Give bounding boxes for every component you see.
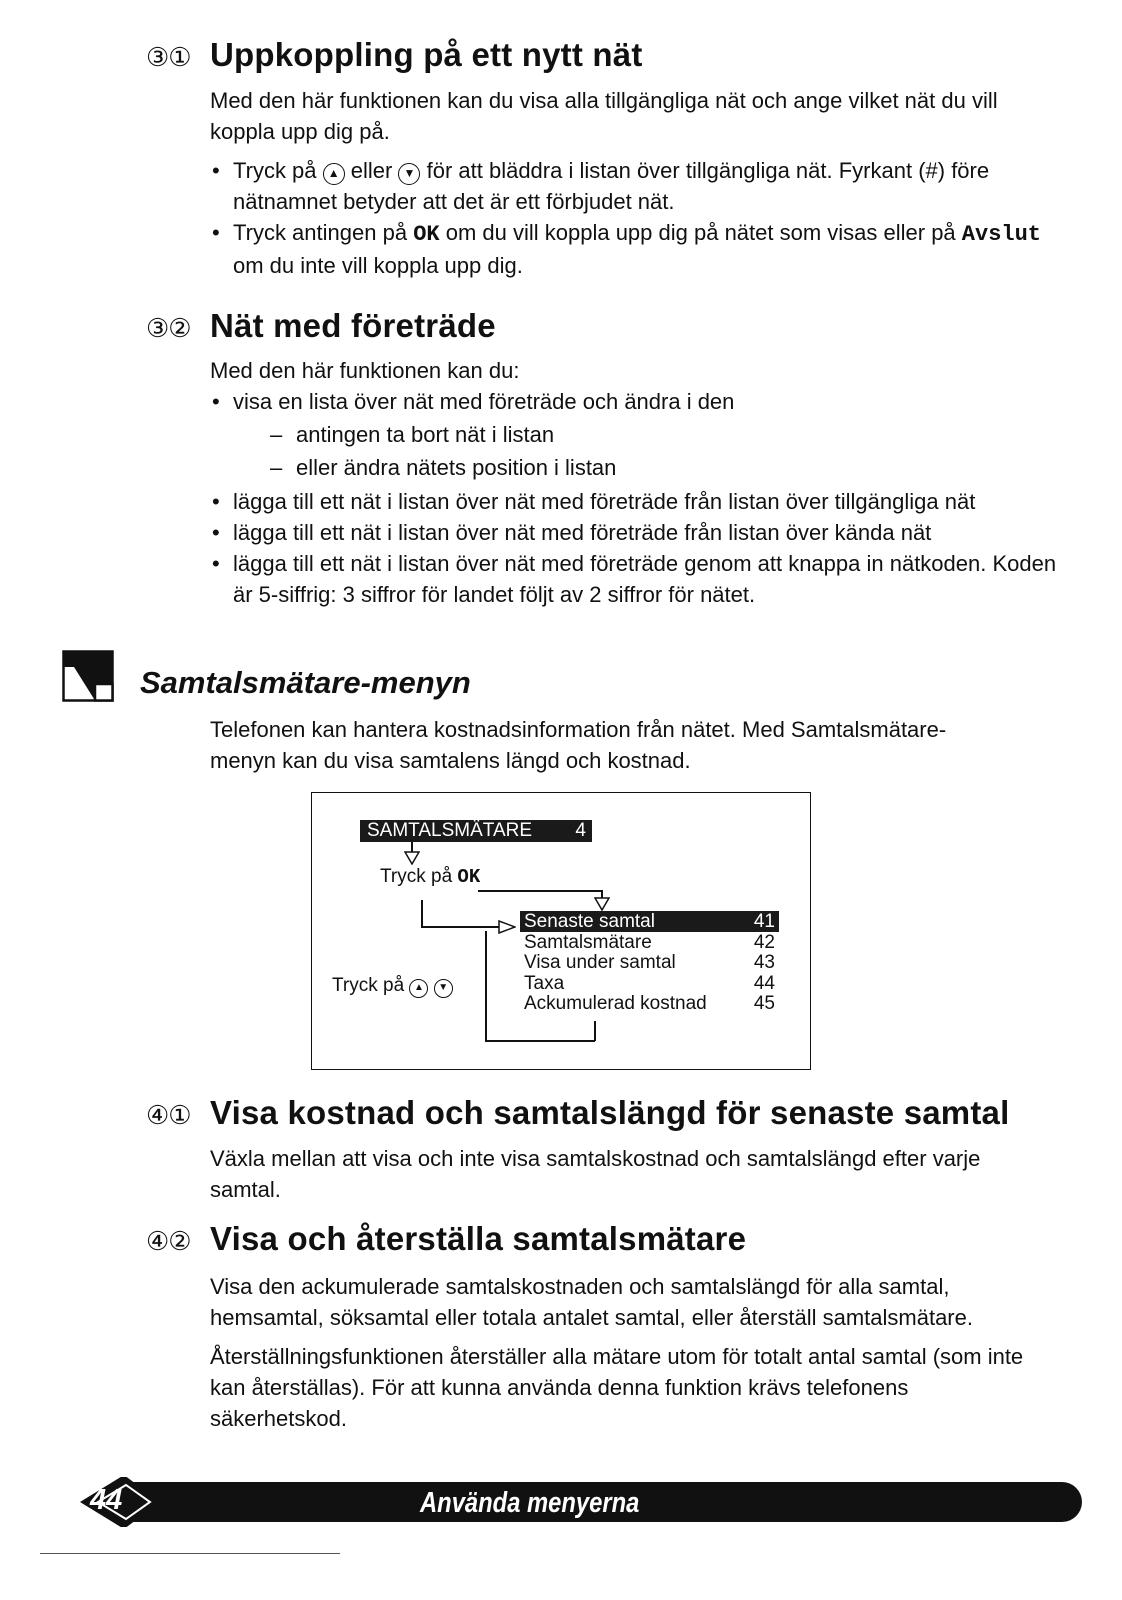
diagram-item-visa-under-samtal: Visa under samtal 43 (524, 952, 775, 973)
menu-heading: Samtalsmätare-menyn (140, 665, 471, 700)
diagram-menu-title: SAMTALSMÄTARE 4 (360, 820, 592, 842)
section-number-badge: ③② (146, 313, 191, 343)
menu-diagram (311, 792, 811, 1070)
section-body: Återställningsfunktionen återställer alla mätare utom för totalt antal samtal (som inte kan återställas). För att kunna använda denna funktion krävs telefonens säkerhetskod. (210, 1344, 1024, 1431)
list-item: • lägga till ett nät i listan över nät med företräde genom att knappa in nätkoden. Koden är 5-siffrig: 3 siffror för landet följt av 2 siffror för nätet. (212, 551, 1057, 607)
list-item: • lägga till ett nät i listan över nät med företräde från listan över tillgängliga nät (212, 489, 976, 514)
up-arrow-circle-icon: ▲ (409, 979, 428, 998)
section-body: Växla mellan att visa och inte visa samtalskostnad och samtalslängd efter varje samtal. (210, 1146, 981, 1202)
list-item: • visa en lista över nät med företräde och ändra i den (212, 389, 735, 414)
section-number-badge: ④② (146, 1226, 191, 1256)
list-item: • lägga till ett nät i listan över nät med företräde från listan över kända nät (212, 520, 932, 545)
ok-key-label: OK (413, 222, 440, 247)
divider (40, 1553, 340, 1554)
avslut-key-label: Avslut (961, 222, 1042, 247)
section-heading-uppkoppling: Uppkoppling på ett nytt nät (210, 36, 643, 73)
sub-list-item: – antingen ta bort nät i listan (270, 422, 555, 447)
section-number-badge: ④① (146, 1100, 191, 1130)
right-arrow-icon (498, 920, 516, 934)
press-arrows-instruction: Tryck på ▲ ▼ (332, 975, 453, 998)
up-arrow-circle-icon: ▲ (323, 163, 345, 185)
list-item: • Tryck antingen på OK om du vill koppla upp dig på nätet som visas eller på Avslut om du inte vill koppla upp dig. (212, 220, 1042, 278)
menu-intro: Telefonen kan hantera kostnadsinformation från nätet. Med Samtalsmätare-menyn kan du visa samtalens längd och kostnad. (210, 717, 947, 773)
section-heading-foretrade: Nät med företräde (210, 307, 496, 344)
down-arrow-circle-icon: ▼ (398, 163, 420, 185)
down-arrow-icon (594, 897, 610, 911)
list-item: • Tryck på ▲ eller ▼ för att bläddra i listan över tillgängliga nät. Fyrkant (#) före nätnamnet betyder att det är ett förbjudet nät. (212, 158, 990, 214)
down-arrow-icon (404, 851, 420, 865)
sub-list-item: – eller ändra nätets position i listan (270, 455, 617, 480)
diagram-item-ackumulerad-kostnad: Ackumulerad kostnad 45 (524, 993, 775, 1014)
section-body: Visa den ackumulerade samtalskostnaden och samtalslängd för alla samtal, hemsamtal, söksamtal eller totala antalet samtal, eller återställ samtalsmätare. (210, 1274, 973, 1330)
section-heading-senaste-samtal: Visa kostnad och samtalslängd för senaste samtal (210, 1094, 1010, 1131)
footer-title: Använda menyerna (420, 1487, 640, 1519)
press-ok-instruction: Tryck på OK (380, 866, 481, 888)
section-intro: Med den här funktionen kan du visa alla tillgängliga nät och ange vilket nät du vill koppla upp dig på. (210, 88, 998, 144)
menu-square-icon (62, 650, 114, 702)
diagram-item-taxa: Taxa 44 (524, 973, 775, 994)
section-intro: Med den här funktionen kan du: (210, 358, 520, 383)
section-number-badge: ③① (146, 42, 191, 72)
page-number: 44 (90, 1484, 123, 1516)
down-arrow-circle-icon: ▼ (434, 979, 453, 998)
diagram-item-samtalsmatare: Samtalsmätare 42 (524, 932, 775, 953)
section-heading-aterstalla: Visa och återställa samtalsmätare (210, 1220, 747, 1257)
diagram-item-senaste-samtal: Senaste samtal 41 (520, 911, 779, 932)
